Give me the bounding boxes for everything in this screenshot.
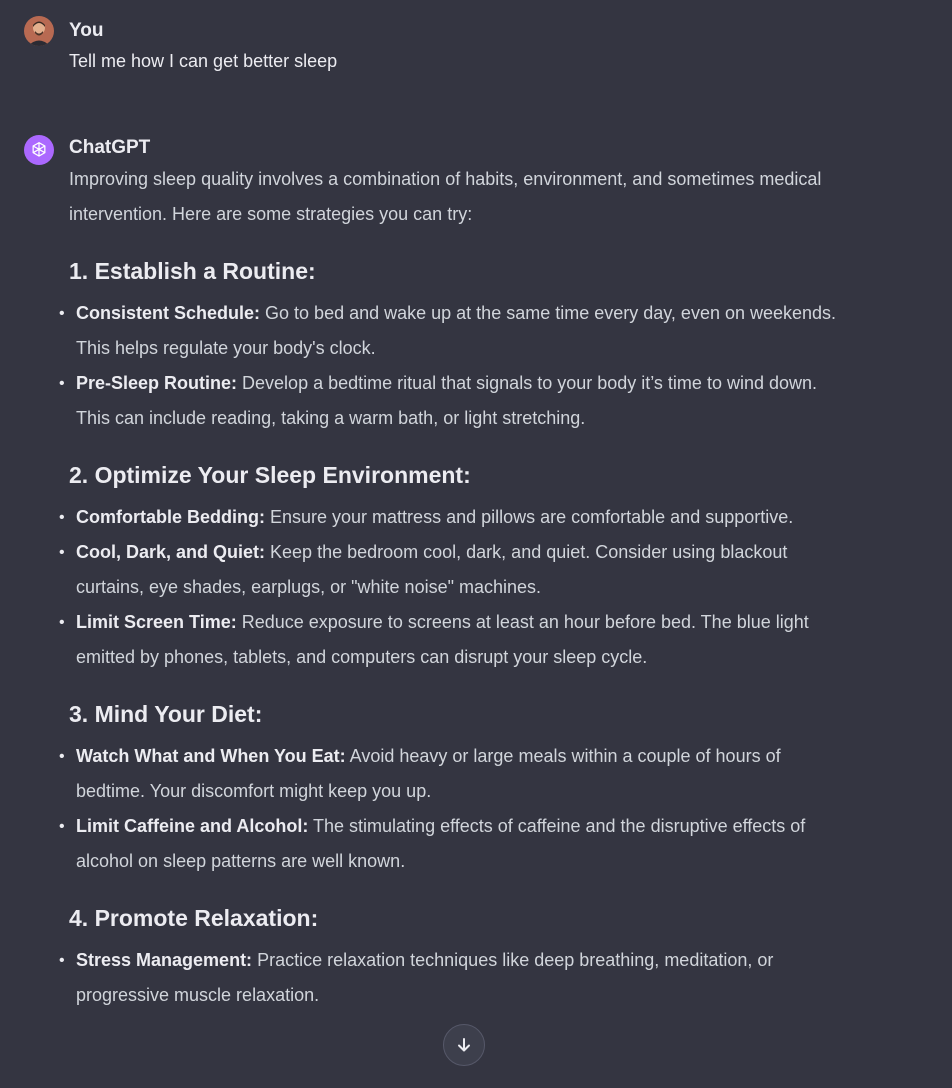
item-text: Keep the bedroom cool, dark, and quiet. Consider using blackout curtains, eye shades, earplugs, or "white noise" machines. — [76, 542, 788, 597]
item-title: Watch What and When You Eat: — [76, 746, 346, 766]
bullet-icon: • — [59, 748, 65, 765]
assistant-name: ChatGPT — [69, 137, 151, 158]
bullet-icon: • — [59, 305, 65, 322]
bullet-icon: • — [59, 818, 65, 835]
openai-logo-icon — [24, 135, 54, 165]
item-title: Comfortable Bedding: — [76, 507, 265, 527]
scroll-to-bottom-button[interactable] — [443, 1024, 485, 1066]
arrow-down-icon — [456, 1037, 472, 1053]
section-heading: 3. Mind Your Diet: — [69, 701, 263, 727]
list-item — [59, 739, 849, 809]
bullet-icon: • — [59, 509, 65, 526]
item-text: Practice relaxation techniques like deep breathing, meditation, or progressive muscle relaxation. — [76, 950, 774, 1005]
item-title: Limit Caffeine and Alcohol: — [76, 816, 309, 836]
list-item — [59, 296, 849, 366]
user-avatar — [24, 16, 54, 46]
bullet-icon: • — [59, 544, 65, 561]
user-message-text: Tell me how I can get better sleep — [69, 51, 338, 71]
item-title: Limit Screen Time: — [76, 612, 237, 632]
item-title: Pre-Sleep Routine: — [76, 373, 238, 393]
item-text: Reduce exposure to screens at least an hour before bed. The blue light emitted by phones, tablets, and computers can disrupt your sleep cycle. — [76, 612, 809, 667]
bullet-icon: • — [59, 375, 65, 392]
list-item — [59, 535, 849, 605]
item-title: Stress Management: — [76, 950, 253, 970]
assistant-response — [59, 162, 849, 1035]
item-title: Cool, Dark, and Quiet: — [76, 542, 266, 562]
list-item — [59, 943, 849, 1013]
section-heading: 2. Optimize Your Sleep Environment: — [69, 462, 471, 488]
bullet-list — [59, 943, 849, 1013]
item-title: Consistent Schedule: — [76, 303, 261, 323]
section-heading: 1. Establish a Routine: — [69, 258, 316, 284]
list-item — [59, 809, 849, 879]
list-item — [59, 366, 849, 436]
bullet-icon: • — [59, 614, 65, 631]
item-text: Develop a bedtime ritual that signals to your body it’s time to wind down. This can include reading, taking a warm bath, or light stretching. — [76, 373, 818, 428]
response-intro: Improving sleep quality involves a combination of habits, environment, and sometimes medical intervention. Here are some strategies you can try: — [69, 169, 822, 224]
list-item — [59, 605, 849, 675]
section-heading: 4. Promote Relaxation: — [69, 905, 319, 931]
item-text: Avoid heavy or large meals within a couple of hours of bedtime. Your discomfort might keep you up. — [76, 746, 781, 801]
item-text: The stimulating effects of caffeine and the disruptive effects of alcohol on sleep patterns are well known. — [76, 816, 806, 871]
user-name: You — [69, 20, 104, 41]
bullet-list — [59, 739, 849, 879]
bullet-list — [59, 500, 849, 675]
item-text: Go to bed and wake up at the same time every day, even on weekends. This helps regulate your body's clock. — [76, 303, 837, 358]
bullet-icon: • — [59, 952, 65, 969]
list-item — [59, 500, 849, 535]
item-text: Ensure your mattress and pillows are comfortable and supportive. — [265, 507, 794, 527]
bullet-list — [59, 296, 849, 436]
